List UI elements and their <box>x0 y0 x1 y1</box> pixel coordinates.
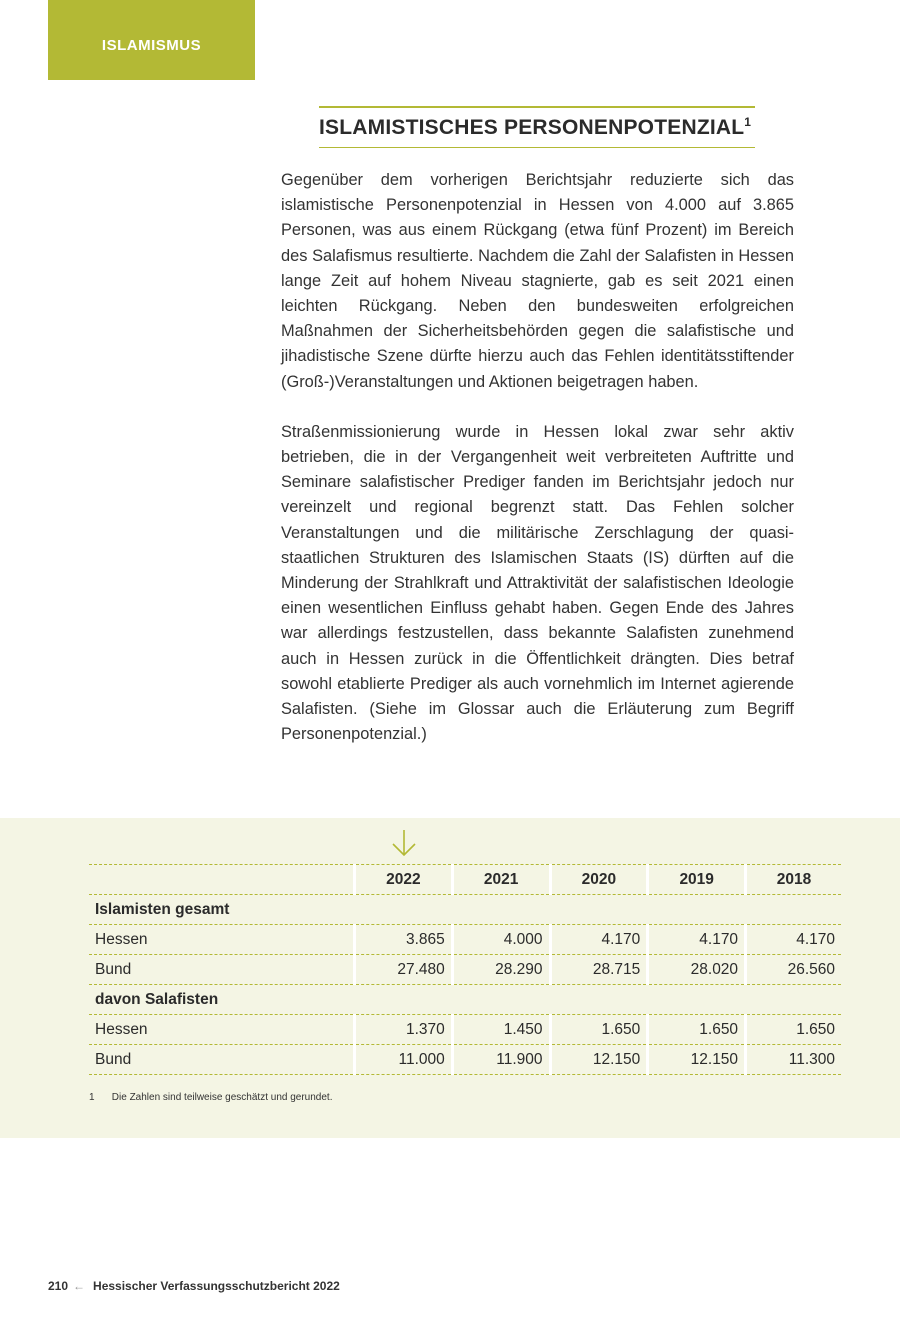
down-arrow-icon <box>390 828 418 858</box>
table-cell: 12.150 <box>648 1045 746 1075</box>
row-label: Hessen <box>89 1015 355 1045</box>
page-footer <box>48 1279 340 1293</box>
table-cell: 4.000 <box>452 925 550 955</box>
table-cell: 3.865 <box>355 925 453 955</box>
publication-title: Hessischer Verfassungsschutzbericht 2022 <box>93 1279 340 1293</box>
page-heading <box>319 106 755 148</box>
table-cell: 1.370 <box>355 1015 453 1045</box>
page-title <box>319 115 751 140</box>
row-label: Bund <box>89 955 355 985</box>
page-title-text: ISLAMISTISCHES PERSONENPOTENZIAL <box>319 116 745 139</box>
table-group-row <box>89 985 841 1015</box>
table-row <box>89 1015 841 1045</box>
table-cell: 4.170 <box>550 925 648 955</box>
table-cell: 1.450 <box>452 1015 550 1045</box>
table-group-row <box>89 895 841 925</box>
table-cell: 1.650 <box>746 1015 841 1045</box>
table-cell: 12.150 <box>550 1045 648 1075</box>
body-text <box>281 168 794 772</box>
table-cell: 26.560 <box>746 955 841 985</box>
page-number: 210 <box>48 1279 69 1293</box>
table-header-row <box>89 865 841 895</box>
heading-footnote-mark: 1 <box>744 115 752 129</box>
paragraph-2: Straßenmissionierung wurde in Hessen lokal zwar sehr aktiv betrieben, die in der Vergangenheit weit verbreiteten Auftritte und Seminare salafistischer Prediger fanden im Berichtsjahr jedoch nur vereinzelt und regional begrenzt statt. Das Fehlen solcher Veranstaltungen und die militärische Zerschlagung der quasi-staatlichen Strukturen des Islamischen Staats (IS) dürften auf die Minderung der Strahlkraft und Attraktivität der salafistischen Ideologie einen wesentlichen Einfluss gehabt haben. Gegen Ende des Jahres war allerdings festzustellen, dass bekannte Salafisten zunehmend auch in Hessen zurück in die Öffentlichkeit drängten. Dies betraf sowohl etablierte Prediger als auch vornehmlich im Internet agierende Salafisten. (Siehe im Glossar auch die Erläuterung zum Begriff Personenpotenzial.) <box>281 422 794 744</box>
table-row <box>89 925 841 955</box>
row-label: Bund <box>89 1045 355 1075</box>
table-cell: 27.480 <box>355 955 453 985</box>
table-cell: 11.300 <box>746 1045 841 1075</box>
year-header: 2019 <box>648 865 746 895</box>
year-header: 2018 <box>746 865 841 895</box>
footnote-text: Die Zahlen sind teilweise geschätzt und gerundet. <box>111 1092 333 1103</box>
back-arrow-icon[interactable]: ← <box>73 1279 86 1293</box>
table-panel <box>0 818 900 1138</box>
table-row <box>89 1045 841 1075</box>
section-tab[interactable] <box>48 0 255 80</box>
year-header: 2021 <box>452 865 550 895</box>
table-cell: 11.900 <box>452 1045 550 1075</box>
table-cell: 11.000 <box>355 1045 453 1075</box>
section-tab-label: ISLAMISMUS <box>101 36 202 54</box>
footnote-number: 1 <box>89 1092 95 1103</box>
row-label: Hessen <box>89 925 355 955</box>
group-label: Islamisten gesamt <box>89 895 841 925</box>
table-cell: 28.715 <box>550 955 648 985</box>
table-cell: 28.290 <box>452 955 550 985</box>
table-cell: 28.020 <box>648 955 746 985</box>
table-cell: 1.650 <box>550 1015 648 1045</box>
year-header: 2020 <box>550 865 648 895</box>
footnote <box>89 1092 332 1103</box>
group-label: davon Salafisten <box>89 985 841 1015</box>
paragraph-1: Gegenüber dem vorherigen Berichtsjahr reduzierte sich das islamistische Personenpotenzial in Hessen von 4.000 auf 3.865 Personen, was aus einem Rückgang (etwa fünf Prozent) im Bereich des Salafismus resultierte. Nachdem die Zahl der Salafisten in Hessen lange Zeit auf hohem Niveau stagnierte, gab es seit 2021 einen leichten Rückgang. Neben den bundesweiten erfolgreichen Maßnahmen der Sicherheitsbehörden gegen die salafistische und jihadistische Szene dürfte hierzu auch das Fehlen identitätsstiftender (Groß-)Veranstaltungen und Aktionen beigetragen haben. <box>281 171 794 391</box>
personenpotenzial-table <box>89 864 841 1075</box>
table-cell: 1.650 <box>648 1015 746 1045</box>
table-cell: 4.170 <box>746 925 841 955</box>
table-cell: 4.170 <box>648 925 746 955</box>
table-header-empty <box>89 865 355 895</box>
year-header: 2022 <box>355 865 453 895</box>
table-row <box>89 955 841 985</box>
